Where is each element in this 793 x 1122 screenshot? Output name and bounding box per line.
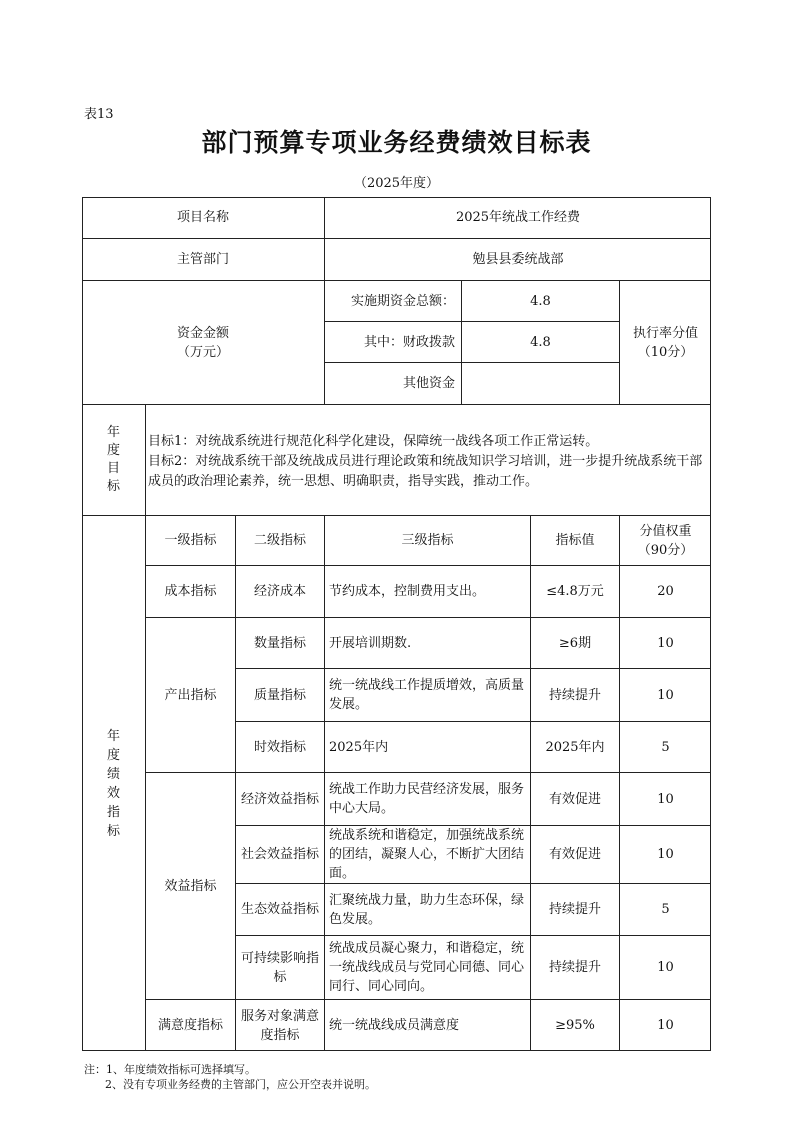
fiscal-funds-value: 4.8 (462, 322, 620, 363)
annual-goal-char: 年 (106, 425, 120, 440)
row-weight: 20 (620, 566, 711, 618)
indicator-section-char: 标 (106, 823, 120, 839)
indicator-section-char: 效 (106, 785, 120, 801)
table-number-label: 表13 (84, 107, 114, 122)
annual-goal-char: 度 (106, 443, 120, 458)
indicator-section-char: 度 (106, 747, 120, 763)
group-output: 产出指标 (146, 618, 236, 773)
project-name-label: 项目名称 (82, 197, 325, 239)
row-level3: 统战系统和谐稳定，加强统战系统的团结，凝聚人心，不断扩大团结面。 (325, 826, 531, 884)
header-level1: 一级指标 (146, 516, 236, 566)
header-level3: 三级指标 (325, 516, 531, 566)
row-level2: 数量指标 (236, 618, 325, 669)
row-level2: 可持续影响指标 (236, 936, 325, 1000)
row-weight: 5 (620, 722, 711, 773)
row-value: 2025年内 (531, 722, 620, 773)
dept-label: 主管部门 (82, 239, 325, 281)
project-name-value: 2025年统战工作经费 (325, 197, 711, 239)
row-weight: 10 (620, 669, 711, 722)
row-level2: 社会效益指标 (236, 826, 325, 884)
header-weight (620, 516, 711, 566)
group-satisfaction: 满意度指标 (146, 1000, 236, 1051)
row-weight: 10 (620, 773, 711, 826)
row-value: ≥6期 (531, 618, 620, 669)
header-weight-line1: 分值权重 (639, 523, 692, 539)
row-level2: 质量指标 (236, 669, 325, 722)
footnote-2: 2、没有专项业务经费的主管部门，应公开空表并说明。 (105, 1078, 376, 1091)
row-level3: 统战成员凝心聚力，和谐稳定，统一统战线成员与党同心同德、同心同行、同心同向。 (325, 936, 531, 1000)
row-weight: 5 (620, 884, 711, 936)
dept-value: 勉县县委统战部 (325, 239, 711, 281)
row-level2: 时效指标 (236, 722, 325, 773)
row-level3: 节约成本，控制费用支出。 (325, 566, 531, 618)
indicator-section-char: 绩 (106, 766, 120, 782)
goal-2: 目标2：对统战系统干部及统战成员进行理论政策和统战知识学习培训，进一步提升统战系统干部成员的政治理论素养，统一思想、明确职责，指导实践，推动工作。 (148, 454, 703, 489)
header-level2: 二级指标 (236, 516, 325, 566)
row-weight: 10 (620, 936, 711, 1000)
funds-label-line2: （万元） (176, 344, 229, 360)
annual-goal-label (82, 405, 146, 516)
row-value: 持续提升 (531, 884, 620, 936)
funds-label (82, 281, 325, 405)
group-cost: 成本指标 (146, 566, 236, 618)
row-level3: 统一统战线成员满意度 (325, 1000, 531, 1051)
row-value: 持续提升 (531, 936, 620, 1000)
footnotes (84, 1062, 376, 1092)
execution-rate-line2: （10分） (637, 344, 694, 360)
total-funds-value: 4.8 (462, 281, 620, 322)
indicator-section-char: 指 (106, 804, 120, 820)
row-value: 持续提升 (531, 669, 620, 722)
row-level3: 汇聚统战力量，助力生态环保，绿色发展。 (325, 884, 531, 936)
header-value: 指标值 (531, 516, 620, 566)
page-subtitle: （2025年度） (353, 176, 440, 191)
annual-goals-text (148, 432, 710, 492)
row-level3: 统一统战线工作提质增效，高质量发展。 (325, 669, 531, 722)
row-level2: 生态效益指标 (236, 884, 325, 936)
annual-goal-char: 目 (106, 461, 120, 476)
row-weight: 10 (657, 1018, 674, 1033)
row-value: 有效促进 (531, 773, 620, 826)
row-level3: 2025年内 (325, 722, 531, 773)
indicator-section-char: 年 (106, 728, 120, 744)
row-weight: 10 (620, 618, 711, 669)
row-value: ≥95% (531, 1000, 620, 1051)
annual-goal-char: 标 (106, 479, 120, 494)
fiscal-funds-label: 其中：财政拨款 (325, 322, 462, 363)
execution-rate-line1: 执行率分值 (632, 325, 698, 341)
row-level3: 开展培训期数. (325, 618, 531, 669)
row-level3: 统战工作助力民营经济发展，服务中心大局。 (325, 773, 531, 826)
header-weight-line2: （90分） (637, 542, 694, 558)
other-funds-value (462, 363, 620, 405)
row-value: 有效促进 (531, 826, 620, 884)
row-level2: 服务对象满意度指标 (236, 1000, 325, 1051)
row-weight: 10 (620, 826, 711, 884)
group-benefit: 效益指标 (146, 773, 236, 1000)
page-title: 部门预算专项业务经费绩效目标表 (201, 128, 592, 157)
total-funds-label: 实施期资金总额： (325, 281, 462, 322)
row-level2: 经济效益指标 (236, 773, 325, 826)
indicator-section-label (82, 516, 146, 1051)
funds-label-line1: 资金金额 (176, 325, 229, 341)
footnote-1: 注：1、年度绩效指标可选择填写。 (84, 1063, 256, 1076)
row-value: ≤4.8万元 (531, 566, 620, 618)
execution-rate-label (620, 281, 711, 405)
goal-1: 目标1：对统战系统进行规范化科学化建设，保障统一战线各项工作正常运转。 (148, 434, 599, 449)
row-level2: 经济成本 (236, 566, 325, 618)
other-funds-label: 其他资金 (325, 363, 462, 405)
